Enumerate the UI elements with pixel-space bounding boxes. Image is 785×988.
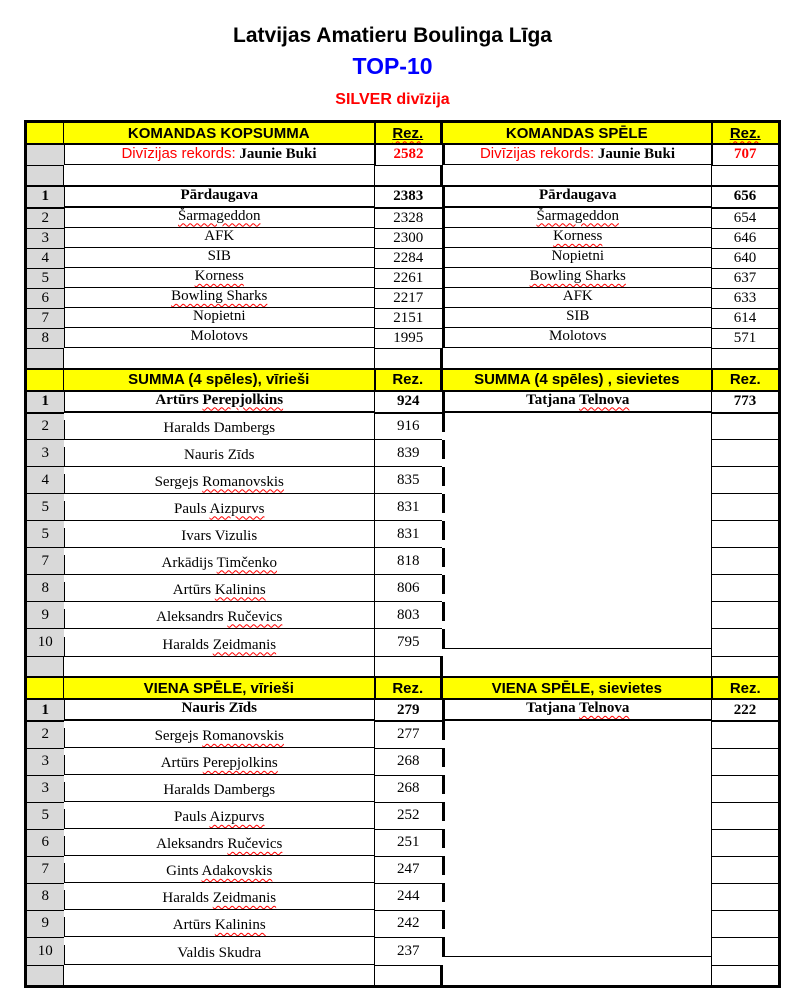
name-cell [442, 575, 712, 594]
score-cell: 2284 [375, 248, 442, 268]
table-row [26, 856, 780, 883]
table-row [26, 521, 780, 548]
empty-cell [712, 348, 780, 369]
name-cell [442, 748, 712, 767]
spellcheck-squiggle: Perepjolkins [202, 755, 278, 771]
rank-cell: 6 [26, 829, 64, 856]
table-row [26, 748, 780, 775]
score-cell: 244 [375, 883, 442, 910]
name-cell: Ivars Vizulis [64, 528, 375, 548]
section-title-cell: SUMMA (4 spēles), vīrieši [64, 369, 375, 391]
name-cell: Haralds Dambergs [64, 782, 375, 802]
score-cell: 656 [712, 186, 780, 208]
score-cell [712, 883, 780, 910]
rank-cell: 2 [26, 413, 64, 440]
score-cell: 237 [375, 937, 442, 965]
name-cell [442, 268, 712, 288]
name-cell: Tatjana Telnova [442, 392, 712, 413]
table-row [26, 548, 780, 575]
section-title-cell: SUMMA (4 spēles) , sievietes [442, 369, 712, 391]
spellcheck-squiggle: Adakovskis [201, 863, 273, 879]
rank-cell: 3 [26, 228, 64, 248]
name-cell [442, 775, 712, 794]
spacer-row [26, 657, 780, 678]
rank-header-cell [26, 369, 64, 391]
rank-cell: 4 [26, 248, 64, 268]
score-cell: 247 [375, 856, 442, 883]
spacer-row [26, 348, 780, 369]
score-cell [712, 748, 780, 775]
empty-cell [375, 657, 442, 678]
score-cell [712, 775, 780, 802]
spellcheck-squiggle: Bowling Sharks [529, 268, 626, 284]
name-cell: Artūrs Perepjolkins [64, 755, 375, 775]
name-cell: Haralds Zeidmanis [64, 890, 375, 910]
section-title-cell: KOMANDAS SPĒLE [442, 122, 712, 145]
spacer-row [26, 965, 780, 986]
name-cell: Gints Adakovskis [64, 863, 375, 883]
score-cell: 277 [375, 721, 442, 748]
name-cell: Artūrs Kalinins [64, 917, 375, 937]
record-value-cell: 707 [712, 144, 780, 165]
spellcheck-squiggle: Aizpurvs [209, 809, 265, 825]
name-cell [442, 467, 712, 486]
name-cell: Valdis Skudra [64, 945, 375, 965]
rank-cell: 3 [26, 748, 64, 775]
table-row [26, 440, 780, 467]
score-cell: 803 [375, 602, 442, 629]
score-cell: 268 [375, 775, 442, 802]
rank-cell: 10 [26, 937, 64, 965]
score-cell [712, 413, 780, 440]
empty-cell [375, 348, 442, 369]
table-row [26, 268, 780, 288]
name-cell [442, 494, 712, 513]
score-cell: 773 [712, 391, 780, 413]
name-cell: Molotovs [64, 328, 375, 348]
name-cell: Aleksandrs Ručevics [64, 836, 375, 856]
rank-cell [26, 348, 64, 369]
score-cell [712, 467, 780, 494]
table-row [26, 575, 780, 602]
name-cell [64, 268, 375, 288]
empty-cell [442, 657, 712, 678]
table-row [26, 494, 780, 521]
score-cell [712, 494, 780, 521]
name-cell: Nopietni [64, 308, 375, 328]
score-cell [712, 575, 780, 602]
rank-cell: 1 [26, 699, 64, 721]
division-title: SILVER divīzija [335, 91, 450, 108]
record-cell [442, 145, 711, 165]
table-row [26, 937, 780, 965]
score-cell: 831 [375, 494, 442, 521]
score-cell: 279 [375, 699, 442, 721]
rank-cell: 3 [26, 775, 64, 802]
spellcheck-squiggle: Telnova [579, 700, 630, 716]
table-row [26, 467, 780, 494]
name-cell [64, 288, 375, 308]
score-cell: 2261 [375, 268, 442, 288]
spellcheck-squiggle: Perepjolkins [202, 391, 284, 408]
score-cell: 637 [712, 268, 780, 288]
name-cell: Sergejs Romanovskis [64, 474, 375, 494]
record-cell [64, 145, 374, 165]
name-cell [442, 413, 712, 432]
table-row [26, 883, 780, 910]
score-cell [712, 602, 780, 629]
rank-cell: 5 [26, 268, 64, 288]
score-cell [712, 802, 780, 829]
empty-cell [712, 965, 780, 986]
rank-cell: 6 [26, 288, 64, 308]
name-cell [442, 856, 712, 875]
name-cell [442, 883, 712, 902]
rank-cell: 8 [26, 883, 64, 910]
rank-cell: 9 [26, 602, 64, 629]
rank-cell: 9 [26, 910, 64, 937]
empty-cell [375, 965, 442, 986]
score-cell: 2328 [375, 208, 442, 229]
spellcheck-squiggle: Telnova [579, 391, 630, 408]
score-cell: 806 [375, 575, 442, 602]
score-cell: 268 [375, 748, 442, 775]
score-cell: 654 [712, 208, 780, 229]
rank-cell: 4 [26, 467, 64, 494]
name-cell [442, 829, 712, 848]
rank-cell [26, 165, 64, 186]
score-cell: 2151 [375, 308, 442, 328]
score-cell [712, 856, 780, 883]
table-row [26, 413, 780, 440]
empty-cell [64, 165, 375, 186]
score-cell [712, 521, 780, 548]
name-cell: Nauris Zīds [64, 700, 375, 721]
name-cell: Haralds Dambergs [64, 420, 375, 440]
name-cell: Haralds Zeidmanis [64, 637, 375, 657]
score-cell: 2383 [375, 186, 442, 208]
rank-cell [26, 657, 64, 678]
spellcheck-squiggle: Aizpurvs [209, 500, 265, 517]
empty-cell [64, 657, 375, 678]
score-cell [712, 548, 780, 575]
spellcheck-squiggle: Ručevics [227, 608, 283, 625]
score-cell: 571 [712, 328, 780, 348]
spellcheck-squiggle: Romanovskis [202, 728, 284, 744]
spellcheck-squiggle: Šarmageddon [536, 207, 619, 224]
empty-cell [64, 348, 375, 369]
page-header [0, 24, 785, 109]
name-cell: Arkādijs Timčenko [64, 555, 375, 575]
score-cell [712, 910, 780, 937]
score-cell: 614 [712, 308, 780, 328]
rank-header-cell [26, 122, 64, 145]
name-cell [442, 521, 712, 540]
empty-cell [442, 348, 712, 369]
table-row [26, 910, 780, 937]
record-label: Divīzijas rekords: [121, 145, 236, 162]
score-cell [712, 721, 780, 748]
page-title: Latvijas Amatieru Boulinga Līga [233, 24, 552, 47]
name-cell: Pārdaugava [64, 187, 375, 208]
rank-cell: 1 [26, 186, 64, 208]
score-cell: 916 [375, 413, 442, 440]
score-cell: 633 [712, 288, 780, 308]
name-cell [442, 721, 712, 740]
table-row [26, 391, 780, 413]
score-cell [712, 440, 780, 467]
rank-cell: 7 [26, 308, 64, 328]
rank-cell: 7 [26, 548, 64, 575]
spacer-row [26, 165, 780, 186]
name-cell: Aleksandrs Ručevics [64, 609, 375, 629]
name-cell: SIB [442, 308, 712, 328]
empty-cell [442, 165, 712, 186]
score-cell: 646 [712, 228, 780, 248]
rez-header-cell: Rez. [375, 122, 442, 145]
name-cell: SIB [64, 248, 375, 268]
spellcheck-squiggle: Korness [194, 268, 244, 284]
rank-cell: 10 [26, 629, 64, 657]
empty-cell [712, 165, 780, 186]
rez-header-cell: Rez. [712, 369, 780, 391]
spellcheck-squiggle: Zeidmanis [212, 636, 277, 653]
score-cell: 242 [375, 910, 442, 937]
name-cell: AFK [442, 288, 712, 308]
standings-table [24, 120, 781, 988]
score-cell: 831 [375, 521, 442, 548]
division-record-row [26, 144, 780, 165]
rank-header-cell [26, 677, 64, 699]
name-cell: Tatjana Telnova [442, 700, 712, 721]
rank-cell: 7 [26, 856, 64, 883]
score-cell: 924 [375, 391, 442, 413]
score-cell: 2300 [375, 228, 442, 248]
spellcheck-squiggle: Bowling Sharks [171, 288, 268, 304]
rank-cell: 8 [26, 328, 64, 348]
name-cell: Pārdaugava [442, 187, 712, 208]
rank-cell: 2 [26, 721, 64, 748]
rez-header-cell: Rez. [375, 677, 442, 699]
name-cell [442, 602, 712, 621]
table-row [26, 699, 780, 721]
table-row [26, 228, 780, 248]
empty-cell [375, 165, 442, 186]
empty-cell [64, 965, 375, 986]
rank-cell: 5 [26, 494, 64, 521]
record-value-cell: 2582 [375, 144, 442, 165]
name-cell: Pauls Aizpurvs [64, 809, 375, 829]
rez-header-cell: Rez. [712, 677, 780, 699]
rez-header-cell: Rez. [712, 122, 780, 145]
table-row [26, 629, 780, 657]
table-row [26, 186, 780, 208]
rank-cell [26, 144, 64, 165]
spellcheck-squiggle: Šarmageddon [178, 207, 261, 224]
name-cell: Artūrs Kalinins [64, 582, 375, 602]
section-title-cell: KOMANDAS KOPSUMMA [64, 122, 375, 145]
table-row [26, 288, 780, 308]
rank-cell: 8 [26, 575, 64, 602]
name-cell: Nopietni [442, 248, 712, 268]
name-cell [442, 440, 712, 459]
spellcheck-squiggle: Romanovskis [202, 473, 284, 490]
section-title-cell: VIENA SPĒLE, vīrieši [64, 677, 375, 699]
section-header-row [26, 122, 780, 145]
spellcheck-squiggle: Timčenko [216, 554, 277, 571]
name-cell [442, 548, 712, 567]
rank-cell [26, 965, 64, 986]
score-cell [712, 937, 780, 965]
name-cell [442, 802, 712, 821]
score-cell [712, 629, 780, 657]
name-cell: Pauls Aizpurvs [64, 501, 375, 521]
section-header-row [26, 677, 780, 699]
score-cell: 640 [712, 248, 780, 268]
spellcheck-squiggle: Kalinins [214, 917, 266, 933]
rank-cell: 5 [26, 521, 64, 548]
empty-cell [442, 965, 712, 986]
spellcheck-squiggle: Korness [553, 228, 603, 244]
name-cell: Sergejs Romanovskis [64, 728, 375, 748]
record-holder: Jaunie Buki [597, 146, 676, 162]
score-cell: 222 [712, 699, 780, 721]
section-title-cell: VIENA SPĒLE, sievietes [442, 677, 712, 699]
spellcheck-squiggle: Ručevics [227, 836, 283, 852]
table-row [26, 328, 780, 348]
score-cell: 835 [375, 467, 442, 494]
score-cell: 795 [375, 629, 442, 657]
score-cell: 252 [375, 802, 442, 829]
rank-cell: 1 [26, 391, 64, 413]
table-row [26, 802, 780, 829]
empty-cell [712, 657, 780, 678]
spellcheck-squiggle: Zeidmanis [212, 890, 277, 906]
rank-cell: 2 [26, 208, 64, 229]
table-row [26, 775, 780, 802]
rank-cell: 5 [26, 802, 64, 829]
score-cell: 818 [375, 548, 442, 575]
score-cell [712, 829, 780, 856]
score-cell: 2217 [375, 288, 442, 308]
name-cell [442, 910, 712, 929]
name-cell [442, 937, 712, 957]
name-cell [442, 228, 712, 248]
name-cell [64, 208, 375, 228]
page-subtitle-top10: TOP-10 [352, 53, 433, 79]
rez-header-cell: Rez. [375, 369, 442, 391]
record-label: Divīzijas rekords: [479, 145, 595, 162]
spellcheck-squiggle: Kalinins [214, 581, 266, 598]
score-cell: 1995 [375, 328, 442, 348]
name-cell: Artūrs Perepjolkins [64, 392, 375, 413]
score-cell: 251 [375, 829, 442, 856]
table-row [26, 829, 780, 856]
table-row [26, 602, 780, 629]
name-cell: Nauris Zīds [64, 447, 375, 467]
table-row [26, 308, 780, 328]
section-header-row [26, 369, 780, 391]
table-row [26, 248, 780, 268]
table-row [26, 721, 780, 748]
table-row [26, 208, 780, 229]
record-holder: Jaunie Buki [239, 146, 317, 162]
name-cell: Molotovs [442, 328, 712, 348]
name-cell: AFK [64, 228, 375, 248]
score-cell: 839 [375, 440, 442, 467]
rank-cell: 3 [26, 440, 64, 467]
name-cell [442, 208, 712, 228]
name-cell [442, 629, 712, 649]
